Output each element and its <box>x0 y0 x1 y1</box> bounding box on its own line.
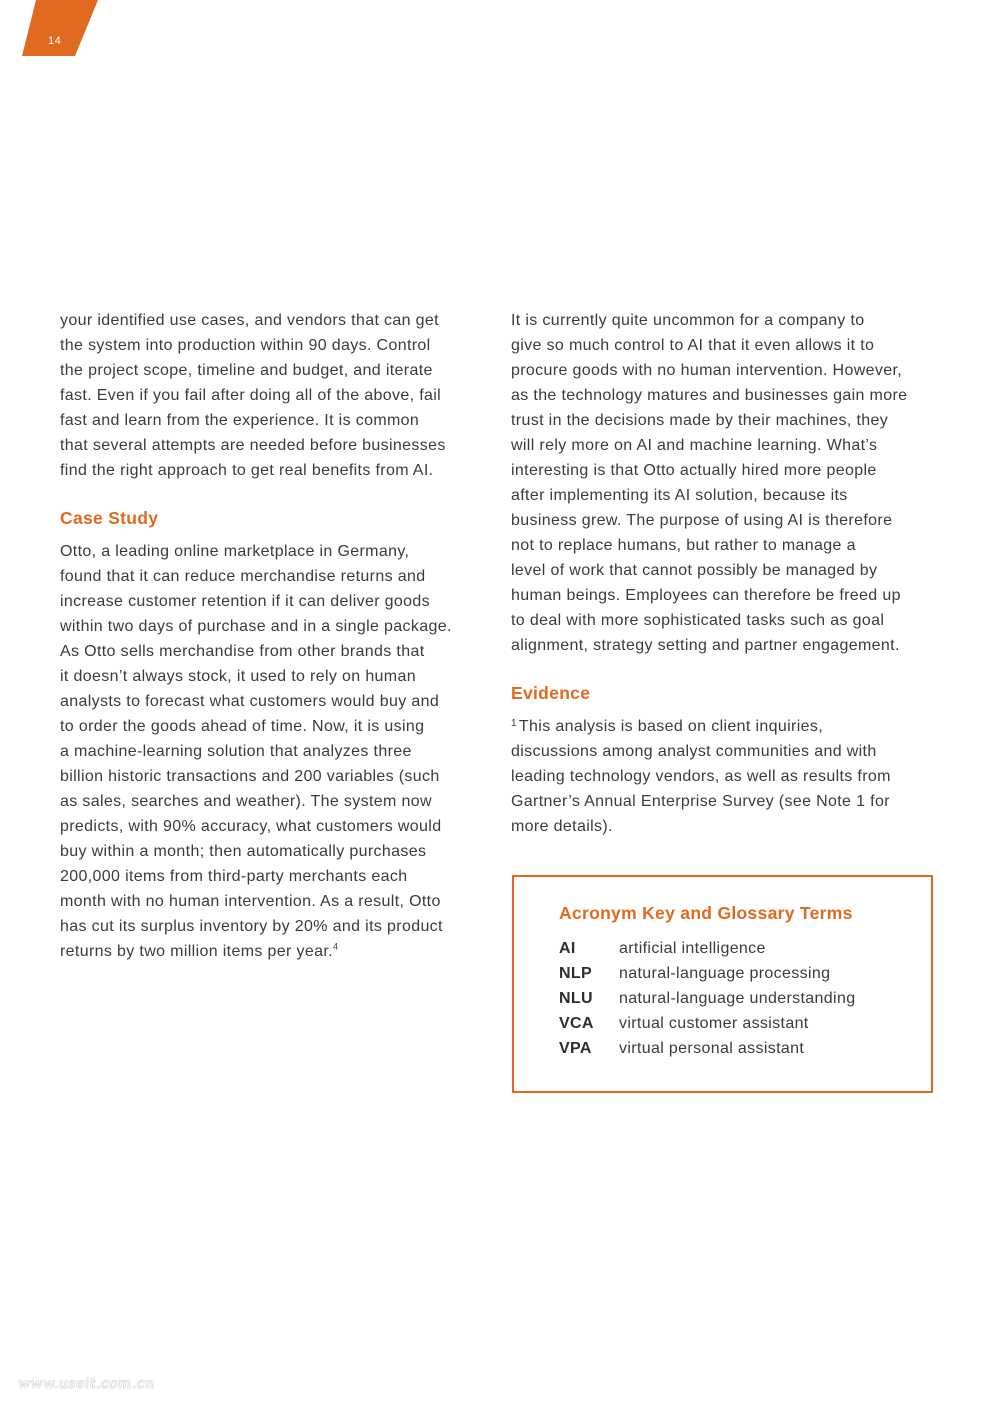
page-tab-shape <box>0 0 110 60</box>
glossary-item <box>559 1036 855 1061</box>
case-study-paragraph <box>60 539 485 964</box>
evidence-paragraph <box>511 714 941 839</box>
glossary-term: VPA <box>559 1040 592 1057</box>
glossary-term: AI <box>559 940 576 957</box>
case-study-heading: Case Study <box>60 508 159 528</box>
right-column <box>511 308 941 839</box>
footnote-reference[interactable]: 4 <box>332 941 339 952</box>
evidence-heading: Evidence <box>511 683 591 703</box>
glossary-item <box>559 936 855 961</box>
glossary-definition: virtual customer assistant <box>619 1015 809 1032</box>
glossary-term: NLP <box>559 965 593 982</box>
glossary-term: VCA <box>559 1015 594 1032</box>
glossary-list <box>559 936 855 1061</box>
page-number: 14 <box>48 35 62 47</box>
glossary-item <box>559 986 855 1011</box>
intro-paragraph: your identified use cases, and vendors that can get the system into production within 90 days. Control the project scope, timeline and budget, and iterate fast. Even if you fail after doing all of the above, fail fast and learn from the experience. It is common that several attempts are needed before businesses find the right approach to get real benefits from AI. <box>60 312 446 479</box>
glossary-title: Acronym Key and Glossary Terms <box>559 903 853 923</box>
evidence-text: This analysis is based on client inquiries, discussions among analyst communities and with leading technology vendors, as well as results from Gartner’s Annual Enterprise Survey (see Note 1 for more details). <box>511 718 891 835</box>
glossary-definition: virtual personal assistant <box>619 1040 805 1057</box>
glossary-term: NLU <box>559 990 593 1007</box>
glossary-definition: natural-language understanding <box>619 990 856 1007</box>
glossary-definition: artificial intelligence <box>619 940 766 957</box>
case-study-text: Otto, a leading online marketplace in Germany, found that it can reduce merchandise returns and increase customer retention if it can deliver goods within two days of purchase and in a single package. As Otto sells merchandise from other brands that it doesn’t always stock, it used to rely on human analysts to forecast what customers would buy and to order the goods ahead of time. Now, it is using a machine-learning solution that analyzes three billion historic transactions and 200 variables (such as sales, searches and weather). The system now predicts, with 90% accuracy, what customers would buy within a month; then automatically purchases 200,000 items from third-party merchants each month with no human intervention. As a result, Otto has cut its surplus inventory by 20% and its product returns by two million items per year. <box>60 543 452 960</box>
watermark: www.useit.com.cn <box>18 1376 155 1392</box>
glossary-item <box>559 1011 855 1036</box>
glossary-box <box>512 875 933 1093</box>
ai-control-paragraph: It is currently quite uncommon for a company to give so much control to AI that it even allows it to procure goods with no human intervention. However, as the technology matures and businesses gain more trust in the decisions made by their machines, they will rely more on AI and machine learning. What’s interesting is that Otto actually hired more people after implementing its AI solution, because its business grew. The purpose of using AI is therefore not to replace humans, but rather to manage a level of work that cannot possibly be managed by human beings. Employees can therefore be freed up to deal with more sophisticated tasks such as goal alignment, strategy setting and partner engagement. <box>511 312 908 654</box>
glossary-item <box>559 961 855 986</box>
left-column <box>60 308 485 964</box>
page-number-tab <box>0 0 110 60</box>
glossary-definition: natural-language processing <box>619 965 831 982</box>
evidence-footnote-mark: 1 <box>511 718 517 729</box>
